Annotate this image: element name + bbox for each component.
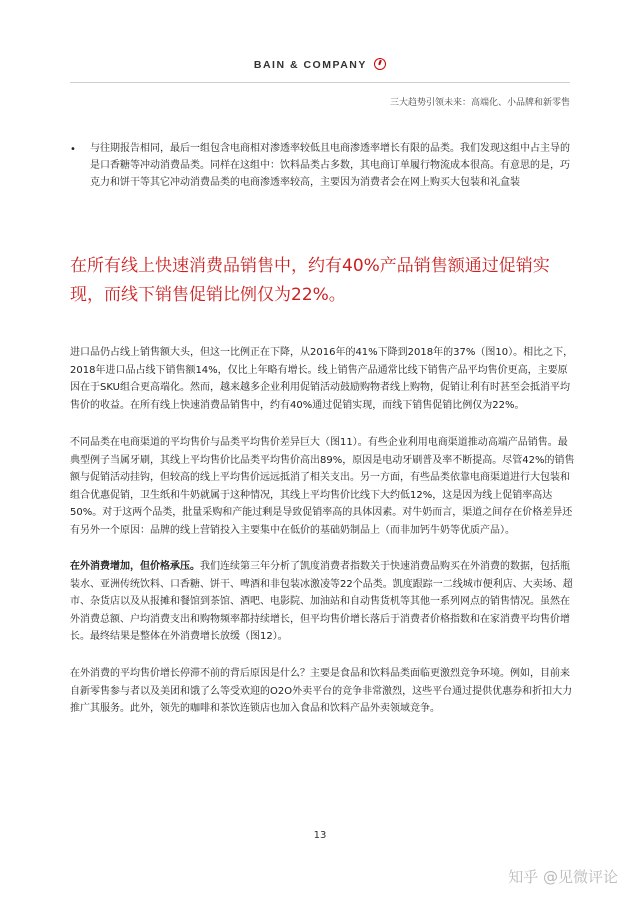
bain-logo-icon [374, 58, 386, 70]
bullet-dot-icon: • [70, 144, 76, 155]
paragraph-3-body: 我们连续第三年分析了凯度消费者指数关于快速消费品购买在外消费的数据，包括瓶装水、亚洲传统饮料、口香糖、饼干、啤酒和非包装冰激凌等22个品类。凯度跟踪一二线城市便利店、大卖场、超市、杂货店以及从报摊和餐馆到茶馆、酒吧、电影院、加油站和自动售货机等其他一系列网点的销售情况。虽然在外消费总额、户均消费支出和购物频率都持续增长，但平均售价增长落后于消费者价格指数和在家消费平均售价增长。最终结果是整体在外消费增长放缓（图12）。 [70, 561, 573, 642]
paragraph-2: 不同品类在电商渠道的平均售价与品类平均售价差异巨大（图11）。有些企业利用电商渠道推动高端产品销售。最典型例子当属牙刷，其线上平均售价比品类平均售价高出89%，原因是电动牙刷普及率不断提高。尽管42%的销售额与促销活动挂钩，但较高的线上平均售价远远抵消了相关支出。另一方面，有些品类依靠电商渠道进行大包装和组合优惠促销，卫生纸和牛奶就属于这种情况，其线上平均售价比线下大约低12%，这是因为线上促销率高达50%。对于这两个品类，批量采购和产能过剩是导致促销率高的具体因素。对牛奶而言，渠道之间存在价格差异还有另外一个原因：品牌的线上营销投入主要集中在低价的基础奶制品上（而非加钙牛奶等优质产品）。 [70, 437, 575, 536]
header-divider [70, 82, 570, 83]
bullet-text: 与往期报告相同，最后一组包含电商相对渗透率较低且电商渗透率增长有限的品类。我们发现这组中占主导的是口香糖等冲动消费品类。同样在这组中：饮料品类占多数，其电商订单履行物流成本很高。有意思的是，巧克力和饼干等其它冲动消费品类的电商渗透率较高，主要因为消费者会在网上购买大包装和礼盒装 [90, 143, 570, 188]
brand-header [0, 58, 640, 71]
bullet-item [70, 140, 570, 191]
report-subtitle: 三大趋势引领未来：高端化、小品牌和新零售 [389, 98, 570, 108]
paragraph-3-lead: 在外消费增加，但价格承压。 [70, 561, 200, 572]
page-number: 13 [313, 830, 327, 841]
brand-name: BAIN & COMPANY [253, 59, 367, 71]
paragraph-4: 在外消费的平均售价增长停滞不前的背后原因是什么？主要是食品和饮料品类面临更激烈竞争环境。例如，目前来自新零售参与者以及美团和饿了么等受欢迎的O2O外卖平台的竞争非常激烈，这些平台通过提供优惠券和折扣大力推广其服务。此外，领先的咖啡和茶饮连锁店也加入食品和饮料产品外卖领域竞争。 [70, 668, 573, 714]
paragraph-3 [70, 558, 575, 646]
paragraph-1: 进口品仍占线上销售额大头，但这一比例正在下降，从2016年的41%下降到2018年的37%（图10）。相比之下，2018年进口品占线下销售额14%，仅比上年略有增长。线上销售产品通常比线下销售产品平均售价更高，主要原因在于SKU组合更高端化。然而，越来越多企业利用促销活动鼓励购物者线上购物，促销让利有时甚至会抵消平均售价的收益。在所有线上快速消费品销售中，约有40%通过促销实现，而线下销售促销比例仅为22%。 [70, 347, 574, 411]
highlight-callout: 在所有线上快速消费品销售中，约有40%产品销售额通过促销实现，而线下销售促销比例仅为22%。 [70, 256, 550, 305]
watermark: 知乎 @见微评论 [508, 868, 618, 886]
